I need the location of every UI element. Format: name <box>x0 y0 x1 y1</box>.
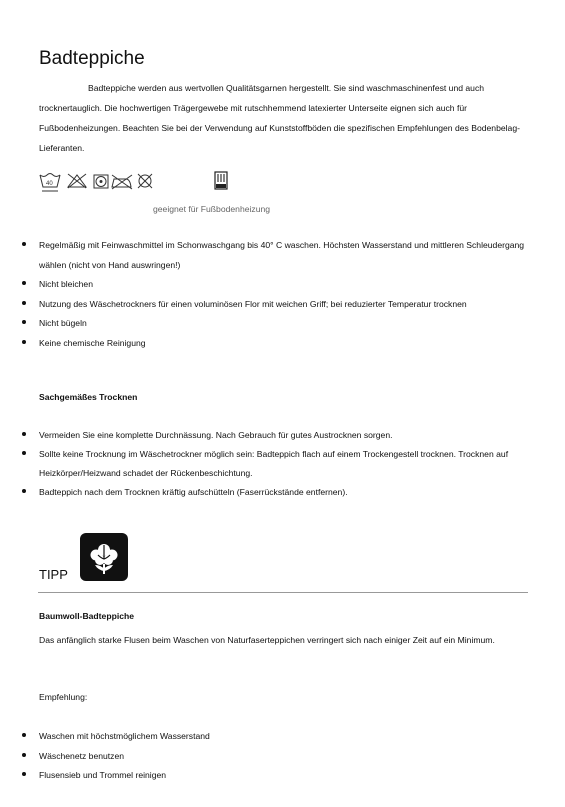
list-item: Flusensieb und Trommel reinigen <box>39 766 534 786</box>
list-item: Nutzung des Wäschetrockners für einen voluminösen Flor mit weichen Griff; bei reduzierter Temperatur trocknen <box>39 295 534 315</box>
svg-text:40: 40 <box>46 181 53 187</box>
cotton-plant-icon <box>80 533 128 581</box>
tip-label: TIPP <box>39 567 68 582</box>
list-item: Vermeiden Sie eine komplette Durchnässung. Nach Gebrauch für gutes Austrocknen sorgen. <box>39 426 534 445</box>
page-title: Badteppiche <box>39 48 145 69</box>
cotton-heading: Baumwoll-Badteppiche <box>39 611 135 621</box>
cotton-text: Das anfänglich starke Flusen beim Waschen von Naturfaserteppichen verringert sich nach einiger Zeit auf ein Minimum. <box>39 635 495 645</box>
no-dry-clean-icon <box>138 174 152 188</box>
recommendation-label: Empfehlung: <box>39 692 88 702</box>
tumble-dry-low-icon <box>94 175 108 188</box>
drying-list <box>39 426 534 502</box>
drying-heading: Sachgemäßes Trocknen <box>39 392 138 402</box>
cotton-paragraph <box>39 630 529 650</box>
recommendation-list <box>39 727 534 786</box>
list-item: Wäschenetz benutzen <box>39 747 534 767</box>
no-iron-icon <box>112 175 132 189</box>
care-list <box>39 236 534 353</box>
wash-40-gentle-icon <box>40 174 60 192</box>
divider <box>38 592 528 593</box>
floor-heating-icon <box>214 171 228 191</box>
list-item: Nicht bleichen <box>39 275 534 295</box>
list-item: Regelmäßig mit Feinwaschmittel im Schonwaschgang bis 40° C waschen. Höchsten Wasserstand und mittleren Schleudergang wählen (nicht von Hand auswringen!) <box>39 236 534 275</box>
floor-heating-caption: geeignet für Fußbodenheizung <box>153 204 271 214</box>
no-bleach-icon <box>68 174 86 188</box>
list-item: Badteppich nach dem Trocknen kräftig aufschütteln (Faserrückstände entfernen). <box>39 483 534 502</box>
intro-text: Badteppiche werden aus wertvollen Qualitätsgarnen hergestellt. Sie sind waschmaschinenfest und auch trocknertauglich. Die hochwertigen Trägergewebe mit rutschhemmend latexierter Unterseite eignen sich auch für Fußbodenheizungen. Beachten Sie bei der Verwendung auf Kunststoffböden die spezifischen Empfehlungen des Bodenbelag-Lieferanten. <box>39 83 520 153</box>
list-item: Keine chemische Reinigung <box>39 334 534 354</box>
care-symbols <box>38 170 298 196</box>
list-item: Sollte keine Trocknung im Wäschetrockner möglich sein: Badteppich flach auf einem Trockengestell trocknen. Trocknen auf Heizkörper/Heizwand schadet der Rückenbeschichtung. <box>39 445 534 483</box>
list-item: Waschen mit höchstmöglichem Wasserstand <box>39 727 534 747</box>
intro-paragraph <box>39 78 529 158</box>
list-item: Nicht bügeln <box>39 314 534 334</box>
